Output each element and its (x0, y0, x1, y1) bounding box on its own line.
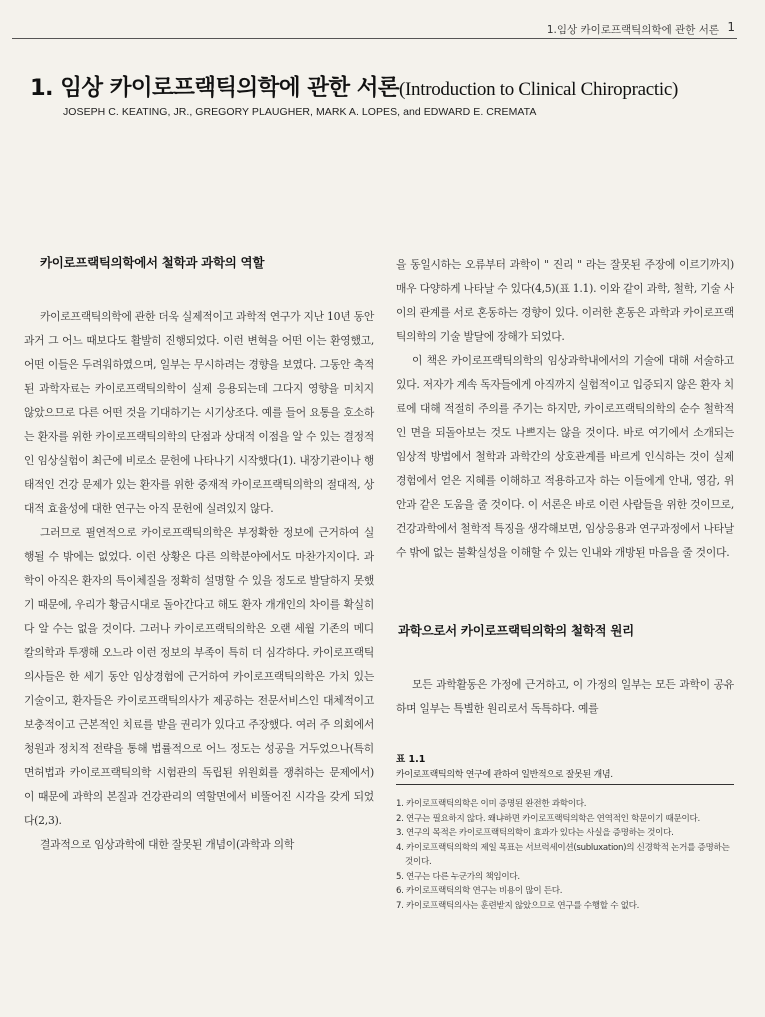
table-item: 4. 카이로프랙틱의학의 제일 목표는 서브럭세이션(subluxation)의 신경학적 논거를 증명하는 것이다. (396, 842, 730, 867)
running-title: 1.임상 카이로프랙틱의학에 관한 서론 (546, 24, 719, 36)
body-paragraph: 이 책은 카이로프랙틱의학의 임상과학내에서의 기술에 대해 서술하고 있다. 저자가 계속 독자들에게 아직까지 실험적이고 입증되지 않은 환자 치료에 대해 적절히 주의를 주기는 하지만, 카이로프랙틱의학의 순수 철학적인 면을 되돌아보는 것도 나쁘지는 않을 것이다. 바로 여기에서 소개되는 임상적 방법에서 철학과 과학간의 상호관계를 바르게 인식하는 것이 실제 경험에서 얻은 지혜를 이해하고 적용하고자 하는 이들에게 안내, 영감, 위안과 같은 도움을 줄 것이다. 이 서론은 바로 이런 사람들을 위한 것이므로, 건강과학에서 철학적 특징을 생각해보면, 임상응용과 연구과정에서 나타날 수 밖에 없는 불확실성을 이해할 수 있는 인내와 개방된 마음을 줄 것이다. (396, 354, 734, 559)
section-heading-philosophy-science: 카이로프랙틱의학에서 철학과 과학의 역할 (40, 255, 265, 270)
chapter-title-korean: 1. 임상 카이로프랙틱의학에 관한 서론 (30, 75, 399, 101)
table-item: 6. 카이로프랙틱의학 연구는 비용이 많이 든다. (396, 886, 563, 896)
section-heading-philosophical-principles: 과학으로서 카이로프랙틱의학의 철학적 원리 (398, 623, 634, 638)
body-paragraph: 결과적으로 임상과학에 대한 잘못된 개념이(과학과 의학 (40, 838, 295, 851)
chapter-title-english: (Introduction to Clinical Chiropractic) (398, 79, 678, 100)
page-number: 1 (727, 20, 735, 34)
left-column (24, 253, 374, 857)
table-label: 표 1.1 (396, 754, 426, 765)
table-caption: 카이로프랙틱의학 연구에 관하여 일반적으로 잘못된 개념. (396, 767, 734, 785)
chapter-title (30, 70, 750, 102)
table-item: 3. 연구의 목적은 카이로프랙틱의학이 효과가 있다는 사실을 증명하는 것이다. (396, 828, 674, 838)
table-item: 1. 카이로프랙틱의학은 이미 증명된 완전한 과학이다. (396, 799, 587, 809)
body-paragraph: 카이로프랙틱의학에 관한 더욱 실제적이고 과학적 연구가 지난 10년 동안 과거 그 어느 때보다도 활발히 진행되었다. 이런 변혁을 어떤 이는 환영했고, 어떤 이들은 두려워하였으며, 일부는 무시하려는 경향을 보였다. 그동안 축적된 과학자료는 카이로프랙틱의학이 실제 응용되는데 그다지 영향을 미치지 않았으므로 다른 어떤 것을 기대하기는 시기상조다. 예를 들어 요통을 호소하는 환자를 위한 카이로프랙틱의학의 단점과 상대적 이점을 알 수 있는 결정적인 임상실험이 최근에 비로소 문헌에 나타나기 시작했다(1). 내장기관이나 행태적인 건강 문제가 있는 환자를 위한 중재적 카이로프랙틱의학의 절대적, 상대적 효율성에 대한 연구는 아직 문헌에 실려있지 않다. (24, 310, 374, 515)
running-header (0, 18, 765, 44)
table-item: 5. 연구는 다른 누군가의 책임이다. (396, 871, 520, 882)
header-rule (12, 38, 737, 39)
right-column (396, 253, 734, 913)
chapter-authors: JOSEPH C. KEATING, JR., GREGORY PLAUGHER, MARK A. LOPES, and EDWARD E. CREMATA (63, 106, 537, 118)
body-paragraph: 그러므로 필연적으로 카이로프랙틱의학은 부정확한 정보에 근거하여 실행될 수 밖에는 없었다. 이런 상황은 다른 의학분야에서도 마찬가지이다. 과학이 아직은 환자의 특이체질을 정확히 설명할 수 있을 정도로 발달하지 못했기 때문에, 우리가 황금시대로 돌아간다고 해도 환자 개개인의 차이를 확실히 다 알 수는 없을 것이다. 그러나 카이로프랙틱의학은 오랜 세월 기존의 메디칼의학과 투쟁해 오느라 이런 정보의 부족이 특히 더 심각하다. 카이로프랙틱의사들은 한 세기 동안 임상경험에 근거하여 카이로프랙틱의학은 가치 있는 기술이고, 환자들은 카이로프랙틱의사가 제공하는 전문서비스인 대체적이고 보충적이고 근본적인 치료를 받을 권리가 있다고 주장했다. 여러 주 의회에서 청원과 정치적 전략을 통해 법률적으로 어느 정도는 성공을 거두었으나(특히 면허법과 카이로프랙틱의학 시험관의 독립된 위원회를 쟁취하는 문제에서) 이 때문에 과학의 본질과 건강관리의 역할면에서 비뚤어진 시각을 갖게 되었다(2,3). (24, 526, 374, 827)
table-item: 7. 카이로프랙틱의사는 훈련받지 않았으므로 연구를 수행할 수 없다. (396, 900, 640, 911)
body-paragraph: 모든 과학활동은 가정에 근거하고, 이 가정의 일부는 모든 과학이 공유하며 일부는 특별한 원리로서 독특하다. 예를 (396, 678, 734, 715)
table-1-1 (396, 751, 734, 913)
body-paragraph: 을 동일시하는 오류부터 과학이 " 진리 " 라는 잘못된 주장에 이르기까지)매우 다양하게 나타날 수 있다(4,5)(표 1.1). 이와 같이 과학, 철학, 기술 사이의 관계를 서로 혼동하는 경향이 있다. 이러한 혼동은 과학과 카이로프랙틱의학의 기술 발달에 장해가 되었다. (396, 258, 734, 343)
table-item: 2. 연구는 필요하지 않다. 왜냐하면 카이로프랙틱의학은 연역적인 학문이기 때문이다. (396, 813, 700, 824)
table-items (396, 797, 734, 913)
